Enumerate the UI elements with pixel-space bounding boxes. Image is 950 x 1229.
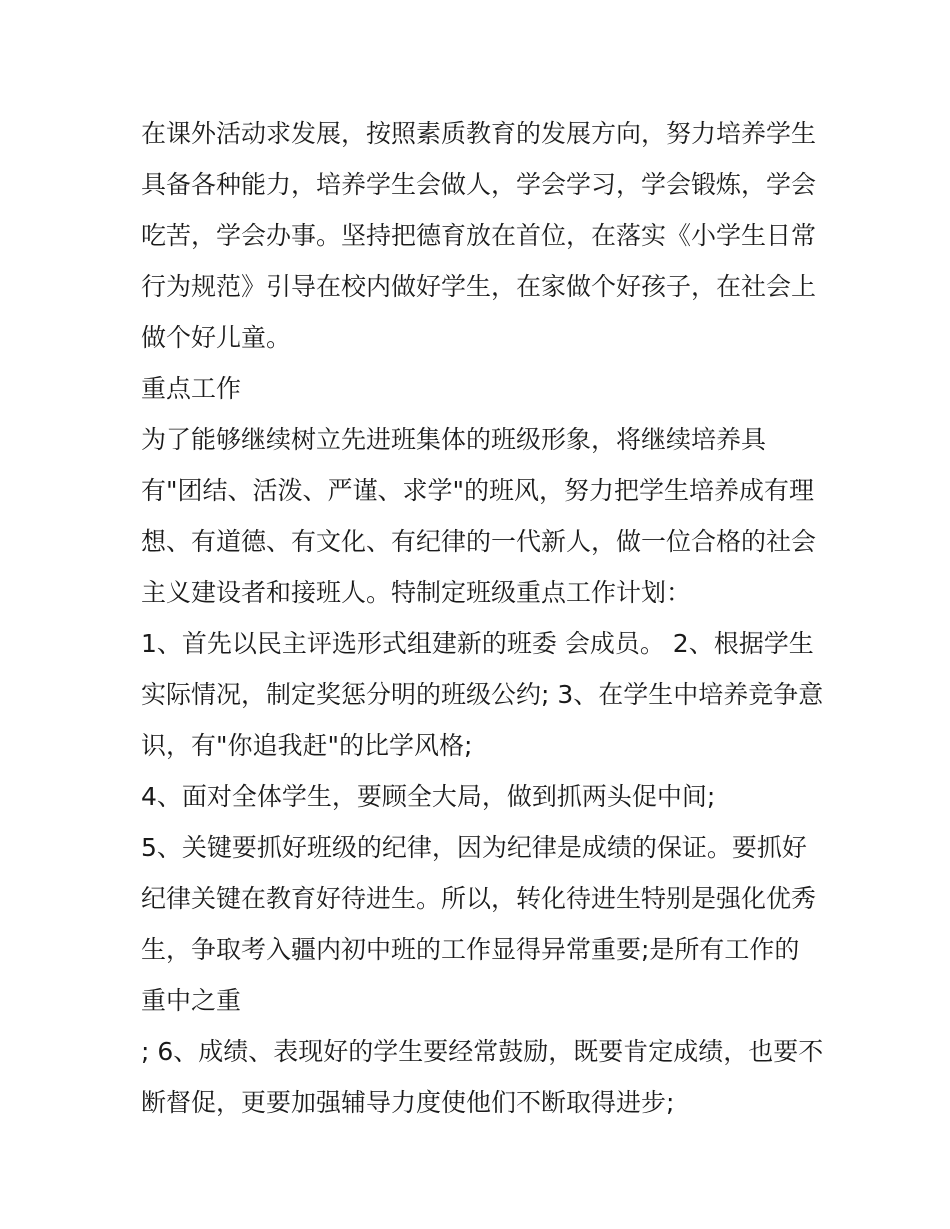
document-body: [141, 108, 824, 1128]
list-item-line: 生，争取考入疆内初中班的工作显得异常重要;是所有工作的: [141, 935, 800, 964]
list-item-line: 5、关键要抓好班级的纪律，因为纪律是成绩的保证。要抓好: [141, 833, 807, 862]
list-item-line: 重中之重: [141, 986, 242, 1015]
paragraph-line: 做个好儿童。: [141, 323, 292, 352]
paragraph-line: 有"团结、活泼、严谨、求学"的班风，努力把学生培养成有理: [141, 476, 815, 505]
list-item-line: ; 6、成绩、表现好的学生要经常鼓励，既要肯定成绩，也要不: [141, 1037, 824, 1066]
section-heading: 重点工作: [141, 374, 242, 403]
list-item-line: 识，有"你追我赶"的比学风格;: [141, 731, 473, 760]
paragraph-line: 吃苦，学会办事。坚持把德育放在首位，在落实《小学生日常: [141, 221, 817, 250]
paragraph-line: 在课外活动求发展，按照素质教育的发展方向，努力培养学生: [141, 119, 817, 148]
paragraph-line: 想、有道德、有文化、有纪律的一代新人，做一位合格的社会: [141, 527, 817, 556]
list-item-line: 1、首先以民主评选形式组建新的班委 会成员。 2、根据学生: [141, 629, 814, 658]
paragraph-line: 为了能够继续树立先进班集体的班级形象，将继续培养具: [141, 425, 767, 454]
paragraph-line: 主义建设者和接班人。特制定班级重点工作计划：: [141, 578, 692, 607]
list-item-line: 4、面对全体学生，要顾全大局，做到抓两头促中间;: [141, 782, 716, 811]
paragraph-line: 行为规范》引导在校内做好学生，在家做个好孩子，在社会上: [141, 272, 817, 301]
paragraph-line: 具备各种能力，培养学生会做人，学会学习，学会锻炼，学会: [141, 170, 817, 199]
list-item-line: 纪律关键在教育好待进生。所以，转化待进生特别是强化优秀: [141, 884, 817, 913]
list-item-line: 断督促，更要加强辅导力度使他们不断取得进步;: [141, 1088, 675, 1117]
list-item-line: 实际情况，制定奖惩分明的班级公约; 3、在学生中培养竞争意: [141, 680, 824, 709]
